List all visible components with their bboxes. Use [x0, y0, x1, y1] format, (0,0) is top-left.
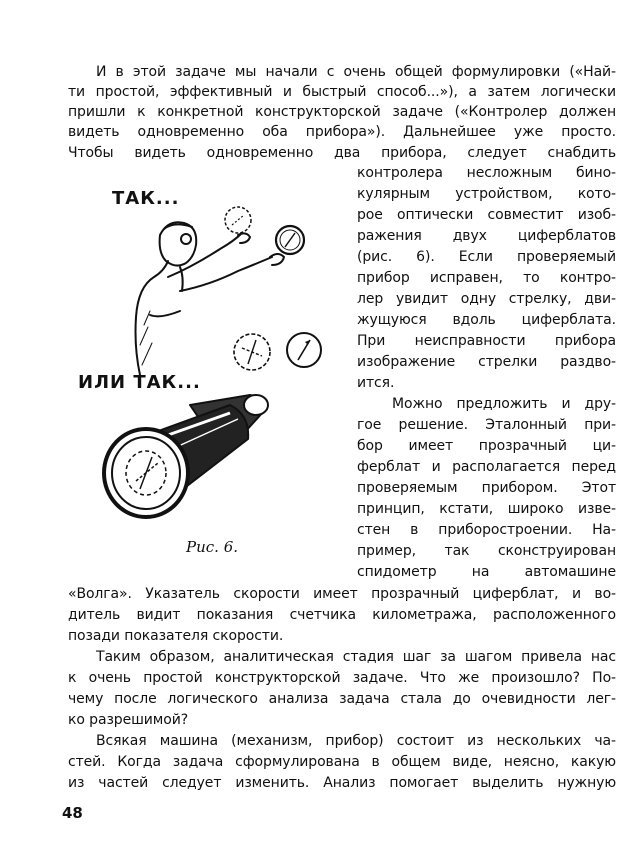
- text-line: изображение стрелки раздво-: [357, 354, 616, 370]
- text-line: прибор исправен, то контро-: [357, 270, 616, 286]
- text-line: контролера несложным бино-: [357, 165, 616, 181]
- text-line: Таким образом, аналитическая стадия шаг за шагом привела нас: [96, 649, 616, 665]
- text-line: «Волга». Указатель скорости имеет прозрачный циферблат, и во-: [68, 586, 616, 602]
- text-line: позади показателя скорости.: [68, 628, 284, 644]
- figure-label-bottom: ИЛИ ТАК...: [78, 372, 201, 393]
- text-line: дитель видит показания счетчика километража, расположенного: [68, 607, 616, 623]
- text-line: стен в приборостроении. На-: [357, 522, 616, 538]
- text-line: видеть одновременно оба прибора»). Дальнейшее уже просто.: [68, 124, 616, 140]
- text-line: ражения двух циферблатов: [357, 228, 616, 244]
- figure-label-top: ТАК...: [112, 188, 180, 209]
- text-line: бор имеет прозрачный ци-: [357, 438, 616, 454]
- text-line: пришли к конкретной конструкторской задаче («Контролер должен: [68, 104, 616, 120]
- dashed-dial-icon: [225, 207, 251, 233]
- text-line: Всякая машина (механизм, прибор) состоит из нескольких ча-: [96, 733, 616, 749]
- text-line: к очень простой конструкторской задаче. Что же произошло? По-: [68, 670, 616, 686]
- text-line: При неисправности прибора: [357, 333, 616, 349]
- text-line: рое оптически совместит изоб-: [357, 207, 616, 223]
- two-dials-illustration: [228, 328, 328, 378]
- figure-caption: Рис. 6.: [186, 538, 239, 556]
- text-line: кулярным устройством, кото-: [357, 186, 616, 202]
- text-line: чему после логического анализа задача стала до очевидности лег-: [68, 691, 616, 707]
- text-line: стей. Когда задача сформулирована в общем виде, неясно, какую: [68, 754, 616, 770]
- text-line: ко разрешимой?: [68, 712, 189, 728]
- binocular-illustration: [100, 385, 280, 525]
- text-line: Чтобы видеть одновременно два прибора, следует снабдить: [68, 145, 616, 161]
- page-number: 48: [62, 804, 83, 822]
- text-line: проверяемым прибором. Этот: [357, 480, 616, 496]
- text-line: пример, так сконструирован: [357, 543, 616, 559]
- text-line: гое решение. Эталонный при-: [357, 417, 616, 433]
- text-line: ти простой, эффективный и быстрый способ...»), а затем логически: [68, 84, 616, 100]
- text-line: ферблат и располагается перед: [357, 459, 616, 475]
- text-line: жущуюся вдоль циферблата.: [357, 312, 616, 328]
- text-line: спидометр на автомашине: [357, 564, 616, 580]
- text-line: ится.: [357, 375, 395, 391]
- text-line: из частей следует изменить. Анализ помогает выделить нужную: [68, 775, 616, 791]
- text-line: лер увидит одну стрелку, дви-: [357, 291, 616, 307]
- text-line: Можно предложить и дру-: [392, 396, 616, 412]
- text-line: принцип, кстати, широко изве-: [357, 501, 616, 517]
- text-line: (рис. 6). Если проверяемый: [357, 249, 616, 265]
- text-line: И в этой задаче мы начали с очень общей формулировки («Най-: [96, 64, 616, 80]
